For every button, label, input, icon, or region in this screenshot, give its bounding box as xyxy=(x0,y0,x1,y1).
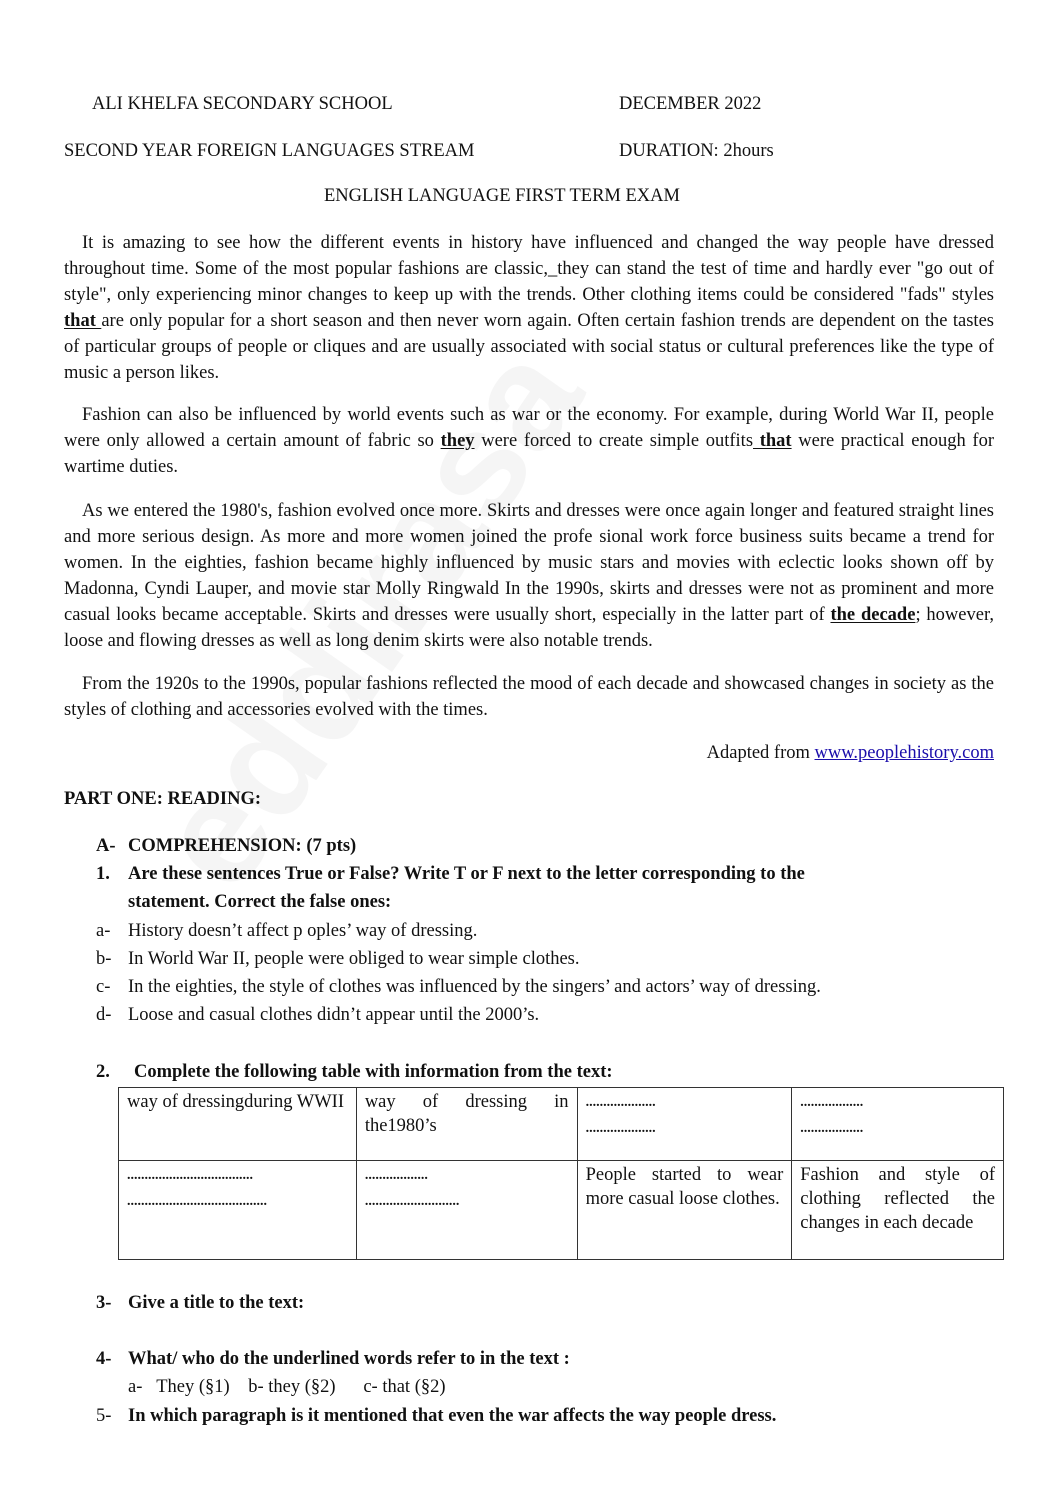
table-row xyxy=(119,1088,1004,1161)
underlined-ref-they-p2: they xyxy=(440,431,475,451)
question-1-prompt-cont: statement. Correct the false ones: xyxy=(128,892,392,912)
exam-duration: DURATION: 2hours xyxy=(619,141,774,161)
question-4-prompt: 4- What/ who do the underlined words refer to in the text : xyxy=(96,1349,570,1369)
table-cell-blank[interactable]: .................... .................... xyxy=(577,1088,792,1161)
table-cell: Fashion and style of clothing reflected the changes in each decade xyxy=(792,1161,1004,1260)
source-citation: Adapted from www.peoplehistory.com xyxy=(706,743,994,763)
text-paragraph-1: It is amazing to see how the different events in history have influenced and changed the way people have dressed throughout time. Some of the most popular fashions are classic,_they can stand the test of time and hardly ever "go out of style", only experiencing minor changes to keep up with the trends. Other clothing items could be considered "fads" styles that are only popular for a short season and then never worn again. Often certain fashion trends are dependent on the tastes of particular groups of people or cliques and are usually associated with social status or cultural preferences like the type of music a person likes. xyxy=(64,233,994,383)
question-1-item-a: a- History doesn’t affect p oples’ way of dressing. xyxy=(96,921,478,941)
underlined-ref-that-p1: that xyxy=(64,311,102,331)
exam-title: ENGLISH LANGUAGE FIRST TERM EXAM xyxy=(324,186,680,206)
question-3-prompt: 3- Give a title to the text: xyxy=(96,1293,305,1313)
question-4-items: a- They (§1) b- they (§2) c- that (§2) xyxy=(128,1377,446,1397)
table-cell-blank[interactable]: .................. .................. xyxy=(792,1088,1004,1161)
table-cell-blank[interactable]: .................. ........................... xyxy=(356,1161,577,1260)
question-1-item-d: d- Loose and casual clothes didn’t appear until the 2000’s. xyxy=(96,1005,540,1025)
table-cell: way of dressingduring WWII xyxy=(119,1088,357,1161)
question-1-item-b: b- In World War II, people were obliged to wear simple clothes. xyxy=(96,949,580,969)
underlined-ref-that-p2: that xyxy=(753,431,792,451)
table-row xyxy=(119,1161,1004,1260)
part-one-title: PART ONE: READING: xyxy=(64,789,262,809)
stream-label: SECOND YEAR FOREIGN LANGUAGES STREAM xyxy=(64,141,475,161)
table-cell: People started to wear more casual loose clothes. xyxy=(577,1161,792,1260)
underlined-ref-the-decade: the decade xyxy=(830,605,916,625)
source-link[interactable]: www.peoplehistory.com xyxy=(814,743,994,763)
question-1-prompt: 1. Are these sentences True or False? Write T or F next to the letter corresponding to the xyxy=(96,864,805,884)
question-1-item-c: c- In the eighties, the style of clothes was influenced by the singers’ and actors’ way of dressing. xyxy=(96,977,821,997)
section-a-heading: A- COMPREHENSION: (7 pts) xyxy=(96,836,357,856)
question-5-prompt: 5- In which paragraph is it mentioned that even the war affects the way people dress. xyxy=(96,1406,777,1426)
question-2-prompt: 2. Complete the following table with information from the text: xyxy=(96,1062,613,1082)
school-name: ALI KHELFA SECONDARY SCHOOL xyxy=(92,94,393,114)
fill-in-table xyxy=(118,1087,1004,1260)
exam-date: DECEMBER 2022 xyxy=(619,94,762,114)
text-paragraph-3: As we entered the 1980's, fashion evolved once more. Skirts and dresses were once again longer and featured straight lines and more serious design. As more and more women joined the profe sional work force business suits became a trend for women. In the eighties, fashion became highly influenced by music stars and movies with eclectic looks shown off by Madonna, Cyndi Lauper, and movie star Molly Ringwald In the 1990s, skirts and dresses were not as prominent and more casual looks became acceptable. Skirts and dresses were usually short, especially in the latter part of the decade; however, loose and flowing dresses as well as long denim skirts were also notable trends. xyxy=(64,501,995,651)
table-cell-blank[interactable]: .................................... ........................................ xyxy=(119,1161,357,1260)
text-paragraph-4: From the 1920s to the 1990s, popular fashions reflected the mood of each decade and showcased changes in society as the styles of clothing and accessories evolved with the times. xyxy=(64,674,994,720)
table-cell: way of dressing in the1980’s xyxy=(356,1088,577,1161)
text-paragraph-2: Fashion can also be influenced by world events such as war or the economy. For example, during World War II, people were only allowed a certain amount of fabric so they were forced to create simple outfits that were practical enough for wartime duties. xyxy=(64,405,994,477)
